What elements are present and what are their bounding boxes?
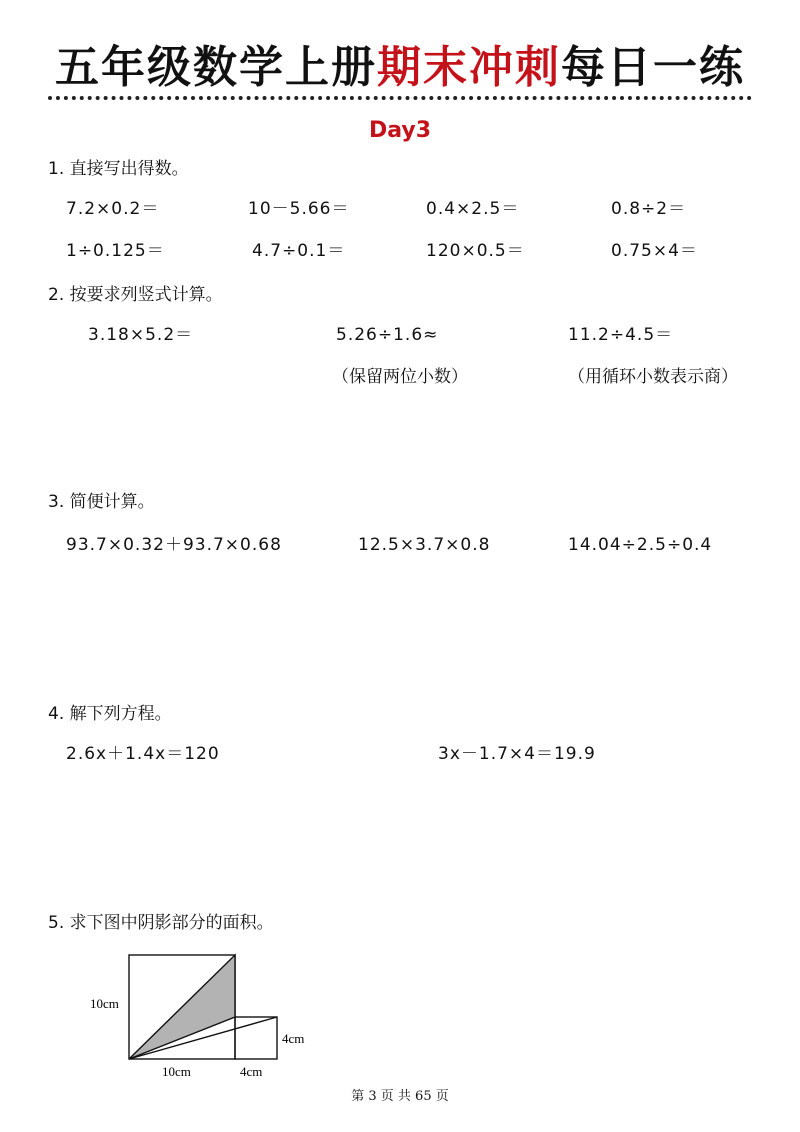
q2-item: 5.26÷1.6≈ (336, 325, 439, 345)
q2-heading: 2. 按要求列竖式计算。 (48, 285, 223, 305)
day-label: Day3 (368, 118, 432, 143)
q3-item: 12.5×3.7×0.8 (358, 535, 491, 555)
q1-item: 1÷0.125＝ (66, 241, 165, 261)
q4-heading: 4. 解下列方程。 (48, 704, 172, 724)
q3-item: 14.04÷2.5÷0.4 (568, 535, 713, 555)
label-bottom-right: 4cm (240, 1064, 263, 1079)
label-left-side: 10cm (90, 996, 119, 1011)
label-right-side: 4cm (282, 1031, 305, 1046)
shaded-area-figure (0, 945, 800, 1085)
q2-item: 3.18×5.2＝ (88, 325, 194, 345)
q2-item: 11.2÷4.5＝ (568, 325, 674, 345)
title-part-3: 每日一练 (561, 42, 745, 93)
q1-item: 0.4×2.5＝ (426, 199, 520, 219)
page-footer: 第 3 页 共 65 页 (351, 1089, 449, 1104)
title-part-1: 五年级数学上册 (55, 42, 377, 93)
q1-item: 0.75×4＝ (611, 241, 698, 261)
label-bottom-left: 10cm (162, 1064, 191, 1079)
q1-item: 0.8÷2＝ (611, 199, 687, 219)
page-title (0, 40, 800, 96)
q1-item: 10－5.66＝ (248, 199, 350, 219)
q5-heading: 5. 求下图中阴影部分的面积。 (48, 913, 274, 933)
q3-item: 93.7×0.32＋93.7×0.68 (66, 535, 282, 555)
q2-note: （用循环小数表示商） (568, 367, 738, 387)
q4-item: 3x－1.7×4＝19.9 (438, 744, 596, 764)
q1-heading: 1. 直接写出得数。 (48, 159, 189, 179)
q4-item: 2.6x＋1.4x＝120 (66, 744, 220, 764)
q2-note: （保留两位小数） (332, 367, 468, 387)
q1-item: 7.2×0.2＝ (66, 199, 160, 219)
title-part-2: 期末冲刺 (377, 42, 561, 93)
q3-heading: 3. 简便计算。 (48, 492, 155, 512)
dotted-divider (48, 96, 752, 100)
q1-item: 4.7÷0.1＝ (252, 241, 346, 261)
q1-item: 120×0.5＝ (426, 241, 525, 261)
